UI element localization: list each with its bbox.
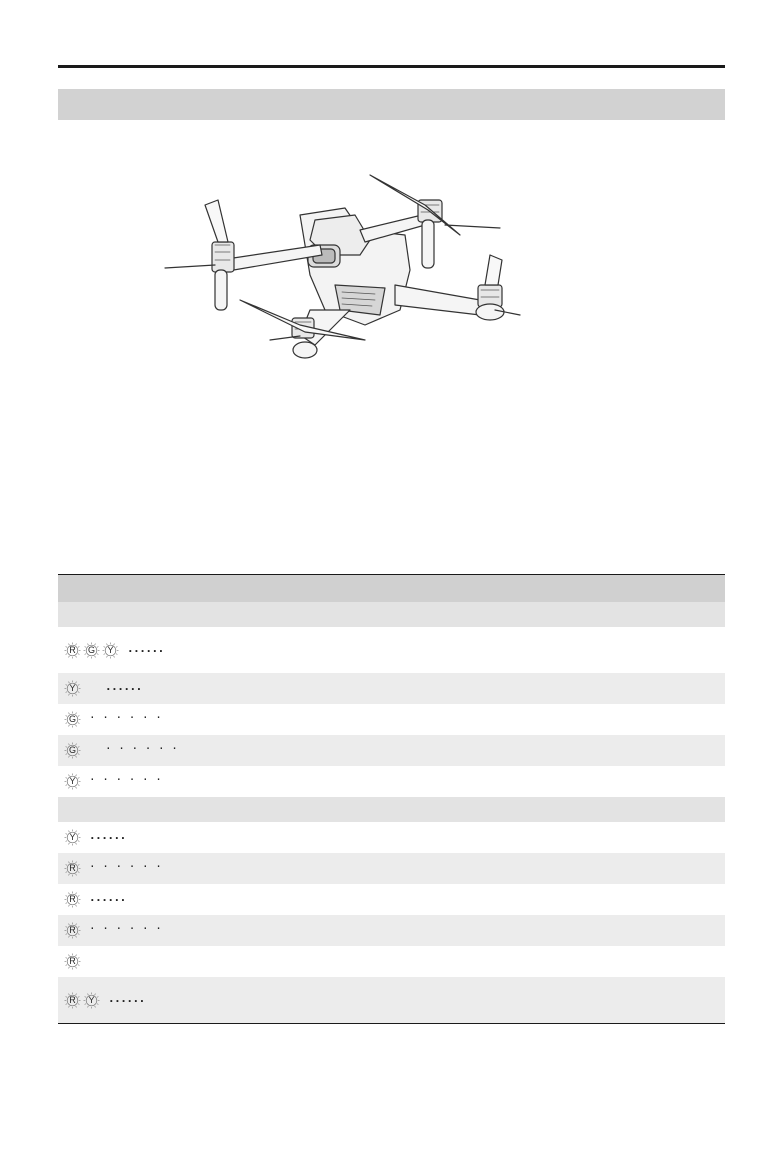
table-row xyxy=(58,627,725,673)
led-red-icon xyxy=(64,891,81,908)
blink-pattern: · · · · · · xyxy=(89,922,162,935)
blink-pattern: · · · · · · xyxy=(89,711,162,724)
led-blink-sequence xyxy=(64,992,145,1009)
blink-pattern: ...... xyxy=(89,891,126,904)
led-yellow-icon xyxy=(64,773,81,790)
led-letter: Y xyxy=(69,683,76,693)
blink-pattern: · · · · · · xyxy=(105,742,178,755)
led-blink-sequence xyxy=(64,642,164,659)
led-blink-sequence xyxy=(64,922,162,939)
led-red-icon xyxy=(64,860,81,877)
led-letter: R xyxy=(69,994,76,1005)
led-letter: G xyxy=(87,644,95,655)
table-row xyxy=(58,735,725,766)
led-blink-sequence xyxy=(64,680,142,697)
led-blink-sequence xyxy=(64,953,83,970)
led-yellow-icon xyxy=(64,829,81,846)
aircraft-status-indicator-table xyxy=(58,574,725,1024)
blink-pattern: ...... xyxy=(105,680,142,693)
led-letter: R xyxy=(69,925,76,935)
table-row xyxy=(58,853,725,884)
top-rule xyxy=(58,65,725,68)
blink-pattern: ...... xyxy=(108,991,145,1005)
table-row xyxy=(58,673,725,704)
blink-pattern: · · · · · · xyxy=(89,860,162,873)
table-group-row xyxy=(58,602,725,627)
led-yellow-icon xyxy=(83,992,100,1009)
blink-pattern: ...... xyxy=(89,829,126,842)
led-green-icon xyxy=(83,642,100,659)
led-letter: Y xyxy=(69,832,76,842)
led-red-icon xyxy=(64,642,81,659)
table-row xyxy=(58,884,725,915)
blink-pattern: ...... xyxy=(127,641,164,655)
led-yellow-icon xyxy=(102,642,119,659)
blink-pattern: · · · · · · xyxy=(89,773,162,786)
led-letter: Y xyxy=(69,776,76,786)
led-blink-sequence xyxy=(64,891,126,908)
led-letter: R xyxy=(69,956,76,966)
table-row xyxy=(58,946,725,977)
led-red-icon xyxy=(64,953,81,970)
led-letter: Y xyxy=(88,994,95,1005)
led-blink-sequence xyxy=(64,773,162,790)
led-letter: G xyxy=(68,745,76,755)
table-row xyxy=(58,822,725,853)
table-row xyxy=(58,766,725,797)
led-green-icon xyxy=(64,742,81,759)
table-header-row xyxy=(58,575,725,602)
led-blink-sequence xyxy=(64,742,178,759)
led-letter: R xyxy=(69,894,76,904)
led-yellow-icon xyxy=(64,680,81,697)
led-letter: G xyxy=(68,714,76,724)
section-title-bar xyxy=(58,89,725,120)
led-letter: R xyxy=(69,644,76,655)
table-row xyxy=(58,704,725,735)
table-row xyxy=(58,977,725,1023)
led-blink-sequence xyxy=(64,711,162,728)
led-green-icon xyxy=(64,711,81,728)
table-row xyxy=(58,915,725,946)
led-red-icon xyxy=(64,922,81,939)
led-blink-sequence xyxy=(64,860,162,877)
led-letter: R xyxy=(69,863,76,873)
led-letter: Y xyxy=(107,644,114,655)
drone-underside-illustration xyxy=(160,160,530,370)
led-blink-sequence xyxy=(64,829,126,846)
table-group-row xyxy=(58,797,725,822)
led-red-icon xyxy=(64,992,81,1009)
